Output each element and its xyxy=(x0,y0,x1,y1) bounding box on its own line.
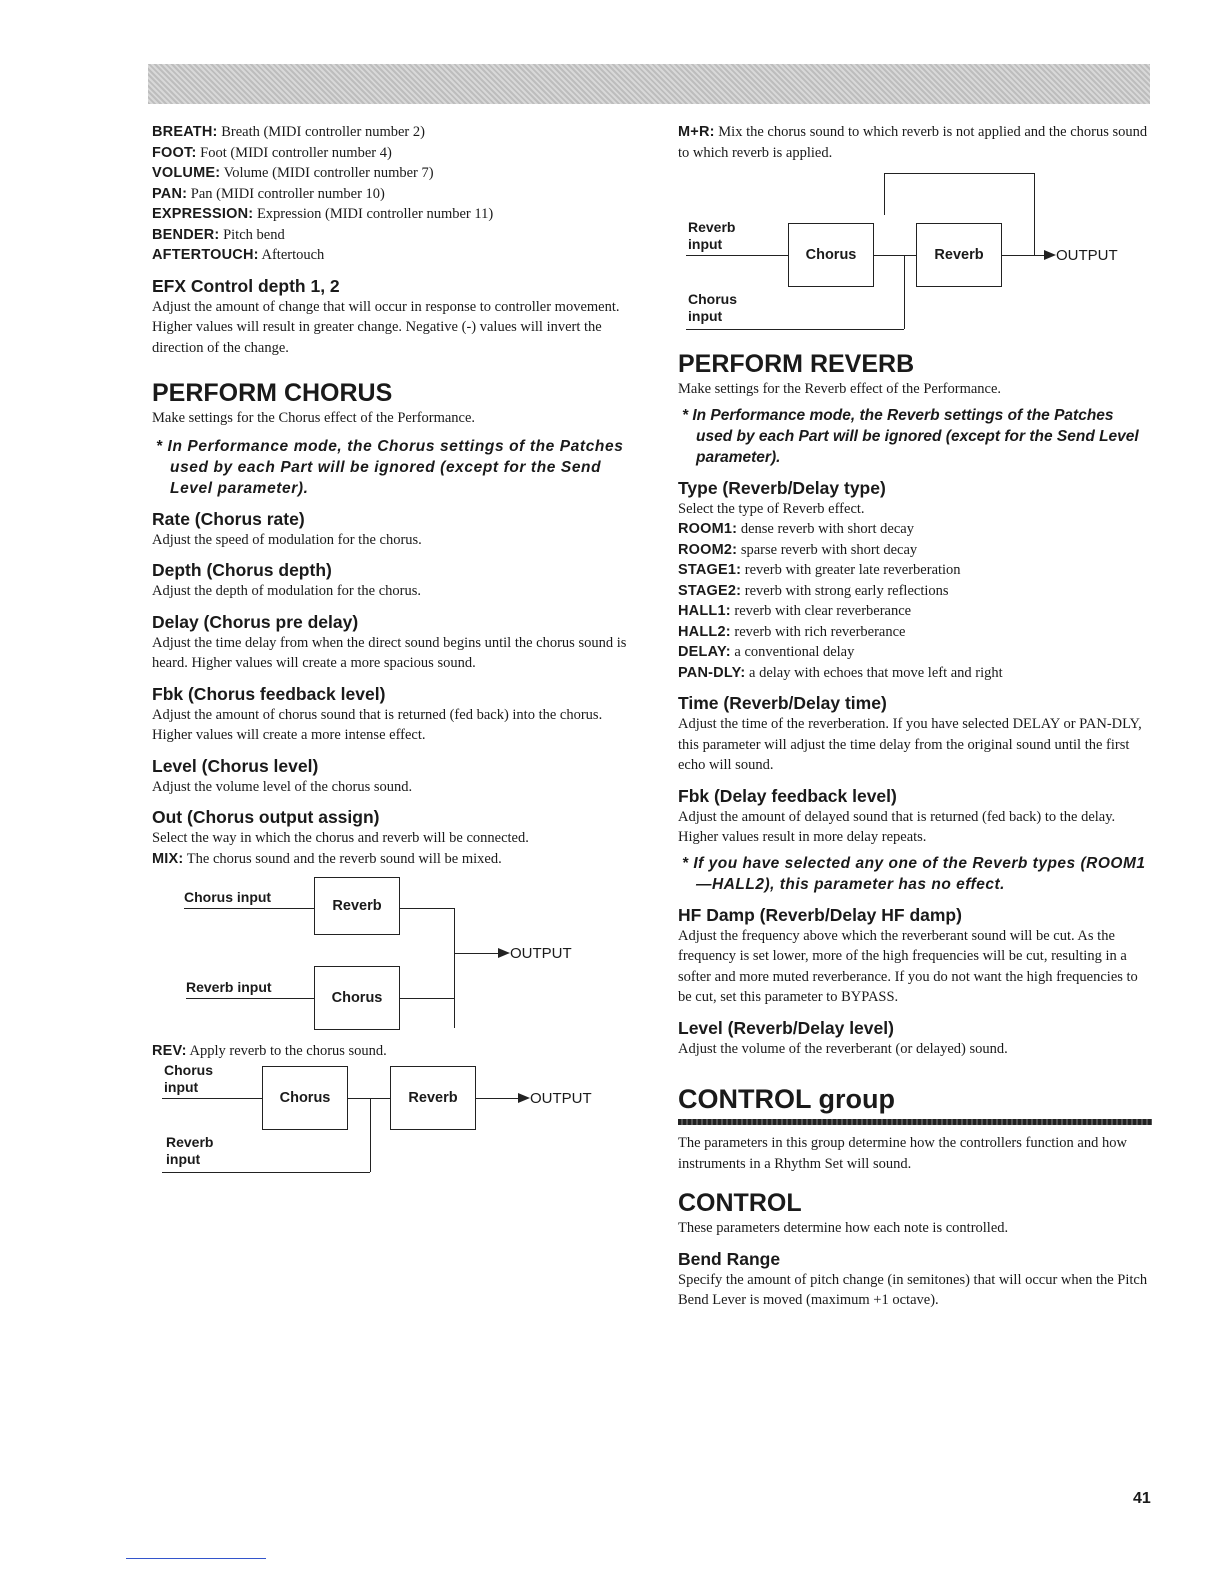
mr-diagram xyxy=(678,173,1152,323)
mr-option: M+R: Mix the chorus sound to which reverb is not applied and the chorus sound to which reverb is applied. xyxy=(678,124,1148,161)
mr-reverb-input-label: input xyxy=(688,236,723,252)
chorus-depth-block xyxy=(152,559,628,602)
mix-chorus-box: Chorus xyxy=(314,966,400,1030)
mix-option: MIX: The chorus sound and the reverb sound will be mixed. xyxy=(152,850,502,867)
control-group-rule xyxy=(678,1119,1152,1125)
list-item: FOOT: Foot (MIDI controller number 4) xyxy=(152,144,392,161)
control-group-section xyxy=(678,1083,1152,1174)
mix-line xyxy=(186,998,314,999)
chorus-delay-heading: Delay (Chorus pre delay) xyxy=(152,611,359,632)
mr-chorus-input-label: input xyxy=(688,308,723,324)
footer-line xyxy=(126,1558,266,1559)
reverb-level-heading: Level (Reverb/Delay level) xyxy=(678,1017,894,1038)
mix-line xyxy=(400,998,454,999)
mix-line xyxy=(454,908,455,1028)
delay-fbk-block xyxy=(678,785,1152,895)
perform-chorus-section xyxy=(152,378,628,1182)
reverb-type-block xyxy=(678,477,1152,684)
perform-chorus-note: * In Performance mode, the Chorus settings of the Patches used by each Part will be ignored (except for the Send Level parameter). xyxy=(156,437,624,497)
reverb-type-heading: Type (Reverb/Delay type) xyxy=(678,477,886,498)
reverb-level-block xyxy=(678,1017,1152,1060)
page-number: 41 xyxy=(1133,1490,1151,1507)
list-item: ROOM2: sparse reverb with short decay xyxy=(678,541,918,558)
efx-body: Adjust the amount of change that will occur in response to controller movement. Higher values will result in greater change. Negative (-) values will invert the direction of the change. xyxy=(152,298,620,356)
rev-diagram xyxy=(152,1062,628,1182)
mix-reverb-box: Reverb xyxy=(314,877,400,935)
right-column xyxy=(678,122,1152,1311)
list-item: ROOM1: dense reverb with short decay xyxy=(678,521,914,537)
rev-reverb-input-label: input xyxy=(166,1150,201,1167)
mr-line xyxy=(884,173,1034,174)
delay-fbk-note: * If you have selected any one of the Reverb types (ROOM1—HALL2), this parameter has no effect. xyxy=(682,854,1146,893)
list-item: VOLUME: Volume (MIDI controller number 7) xyxy=(152,165,434,181)
header-band xyxy=(148,64,1150,104)
chorus-rate-block xyxy=(152,508,628,551)
hf-damp-body: Adjust the frequency above which the reverberant sound will be cut. As the frequency is set lower, more of the high frequencies will be cut, resulting in a softer and more muted reverberance. If you do not want the high frequencies to be cut, set this parameter to BYPASS. xyxy=(678,927,1138,1005)
chorus-level-heading: Level (Chorus level) xyxy=(152,755,319,776)
list-item: PAN-DLY: a delay with echoes that move left and right xyxy=(678,664,1003,681)
mr-reverb-input-label: Reverb xyxy=(688,219,736,235)
chorus-out-body: Select the way in which the chorus and reverb will be connected. xyxy=(152,830,529,846)
chorus-level-body: Adjust the volume level of the chorus sound. xyxy=(152,778,413,795)
chorus-out-block xyxy=(152,806,628,869)
rev-reverb-box: Reverb xyxy=(390,1066,476,1130)
chorus-fbk-heading: Fbk (Chorus feedback level) xyxy=(152,683,386,704)
control-intro: These parameters determine how each note is controlled. xyxy=(678,1220,1009,1236)
mr-chorus-box: Chorus xyxy=(788,223,874,287)
mix-chorus-input-label: Chorus input xyxy=(184,889,272,905)
control-group-title: CONTROL group xyxy=(678,1084,895,1114)
chorus-rate-body: Adjust the speed of modulation for the chorus. xyxy=(152,531,422,548)
rev-chorus-input-label: Chorus xyxy=(164,1061,213,1078)
list-item: PAN: Pan (MIDI controller number 10) xyxy=(152,185,385,202)
rev-chorus-input-label: input xyxy=(164,1078,199,1095)
chorus-rate-heading: Rate (Chorus rate) xyxy=(152,508,305,529)
arrow-right-icon xyxy=(498,948,510,958)
perform-reverb-section xyxy=(678,349,1152,1059)
efx-heading: EFX Control depth 1, 2 xyxy=(152,275,340,296)
efx-section xyxy=(152,275,628,359)
chorus-level-block xyxy=(152,755,628,798)
delay-fbk-heading: Fbk (Delay feedback level) xyxy=(678,785,897,806)
perform-chorus-title: PERFORM CHORUS xyxy=(152,379,393,407)
list-item: STAGE2: reverb with strong early reflections xyxy=(678,582,949,599)
bend-range-block xyxy=(678,1248,1152,1311)
rev-line xyxy=(348,1098,390,1099)
rev-line xyxy=(162,1098,262,1099)
list-item: DELAY: a conventional delay xyxy=(678,644,855,660)
chorus-depth-heading: Depth (Chorus depth) xyxy=(152,560,332,580)
rev-option: REV: Apply reverb to the chorus sound. xyxy=(152,1043,387,1059)
mix-output-label: OUTPUT xyxy=(510,945,572,962)
chorus-fbk-block xyxy=(152,683,628,746)
mix-diagram xyxy=(152,877,628,1037)
mr-output-line xyxy=(1002,255,1044,256)
mr-line xyxy=(686,329,904,330)
rev-line xyxy=(162,1172,370,1173)
chorus-depth-body: Adjust the depth of modulation for the chorus. xyxy=(152,583,422,599)
hf-damp-heading: HF Damp (Reverb/Delay HF damp) xyxy=(678,904,962,925)
list-item: AFTERTOUCH: Aftertouch xyxy=(152,247,325,263)
list-item: STAGE1: reverb with greater late reverberation xyxy=(678,562,961,578)
arrow-right-icon xyxy=(518,1093,530,1103)
mr-reverb-box: Reverb xyxy=(916,223,1002,287)
mix-line xyxy=(184,908,314,909)
mr-output-label: OUTPUT xyxy=(1056,247,1118,264)
list-item: EXPRESSION: Expression (MIDI controller number 11) xyxy=(152,206,494,222)
bend-range-heading: Bend Range xyxy=(678,1248,781,1269)
list-item: HALL1: reverb with clear reverberance xyxy=(678,603,912,619)
control-section xyxy=(678,1188,1152,1311)
reverb-time-heading: Time (Reverb/Delay time) xyxy=(678,693,887,713)
perform-chorus-intro: Make settings for the Chorus effect of the Performance. xyxy=(152,410,476,426)
mr-line xyxy=(686,255,788,256)
mix-output-line xyxy=(454,953,498,954)
mr-chorus-input-label: Chorus xyxy=(688,291,737,307)
list-item: BREATH: Breath (MIDI controller number 2) xyxy=(152,124,425,140)
reverb-level-body: Adjust the volume of the reverberant (or delayed) sound. xyxy=(678,1040,1008,1057)
mr-line xyxy=(884,173,885,215)
mr-line xyxy=(874,255,916,256)
hf-damp-block xyxy=(678,904,1152,1008)
chorus-delay-block xyxy=(152,611,628,674)
rev-output-label: OUTPUT xyxy=(530,1089,592,1107)
rev-reverb-input-label: Reverb xyxy=(166,1133,214,1150)
reverb-time-block xyxy=(678,692,1152,776)
perform-reverb-title: PERFORM REVERB xyxy=(678,350,915,378)
rev-line xyxy=(370,1098,371,1172)
list-item: BENDER: Pitch bend xyxy=(152,226,285,243)
delay-fbk-body: Adjust the amount of delayed sound that is returned (fed back) to the delay. Higher values result in more delay repeats. xyxy=(678,808,1116,845)
mr-line xyxy=(904,255,905,329)
bend-range-body: Specify the amount of pitch change (in semitones) that will occur when the Pitch Bend Lever is moved (maximum +1 octave). xyxy=(678,1271,1148,1308)
controller-list xyxy=(152,122,628,266)
mr-line xyxy=(1034,173,1035,255)
rev-output-line xyxy=(476,1098,518,1099)
list-item: HALL2: reverb with rich reverberance xyxy=(678,623,906,640)
chorus-delay-body: Adjust the time delay from when the direct sound begins until the chorus sound is heard. Higher values will create a more spacious sound. xyxy=(152,634,627,671)
control-title: CONTROL xyxy=(678,1189,802,1217)
perform-reverb-intro: Make settings for the Reverb effect of the Performance. xyxy=(678,381,1002,397)
reverb-type-intro: Select the type of Reverb effect. xyxy=(678,500,865,517)
chorus-out-heading: Out (Chorus output assign) xyxy=(152,807,380,827)
perform-reverb-note: * In Performance mode, the Reverb settings of the Patches used by each Part will be ignored (except for the Send Level parameter). xyxy=(682,406,1139,466)
chorus-fbk-body: Adjust the amount of chorus sound that is returned (fed back) into the chorus. Higher values will create a more intense effect. xyxy=(152,706,603,743)
reverb-time-body: Adjust the time of the reverberation. If you have selected DELAY or PAN-DLY, this parameter will adjust the time delay from the original sound until the first echo will sound. xyxy=(678,716,1142,773)
rev-chorus-box: Chorus xyxy=(262,1066,348,1130)
control-group-body: The parameters in this group determine how the controllers function and how instruments in a Rhythm Set will sound. xyxy=(678,1135,1127,1172)
arrow-right-icon xyxy=(1044,250,1056,260)
mix-line xyxy=(400,908,454,909)
mix-reverb-input-label: Reverb input xyxy=(186,979,272,995)
left-column xyxy=(152,122,628,1182)
